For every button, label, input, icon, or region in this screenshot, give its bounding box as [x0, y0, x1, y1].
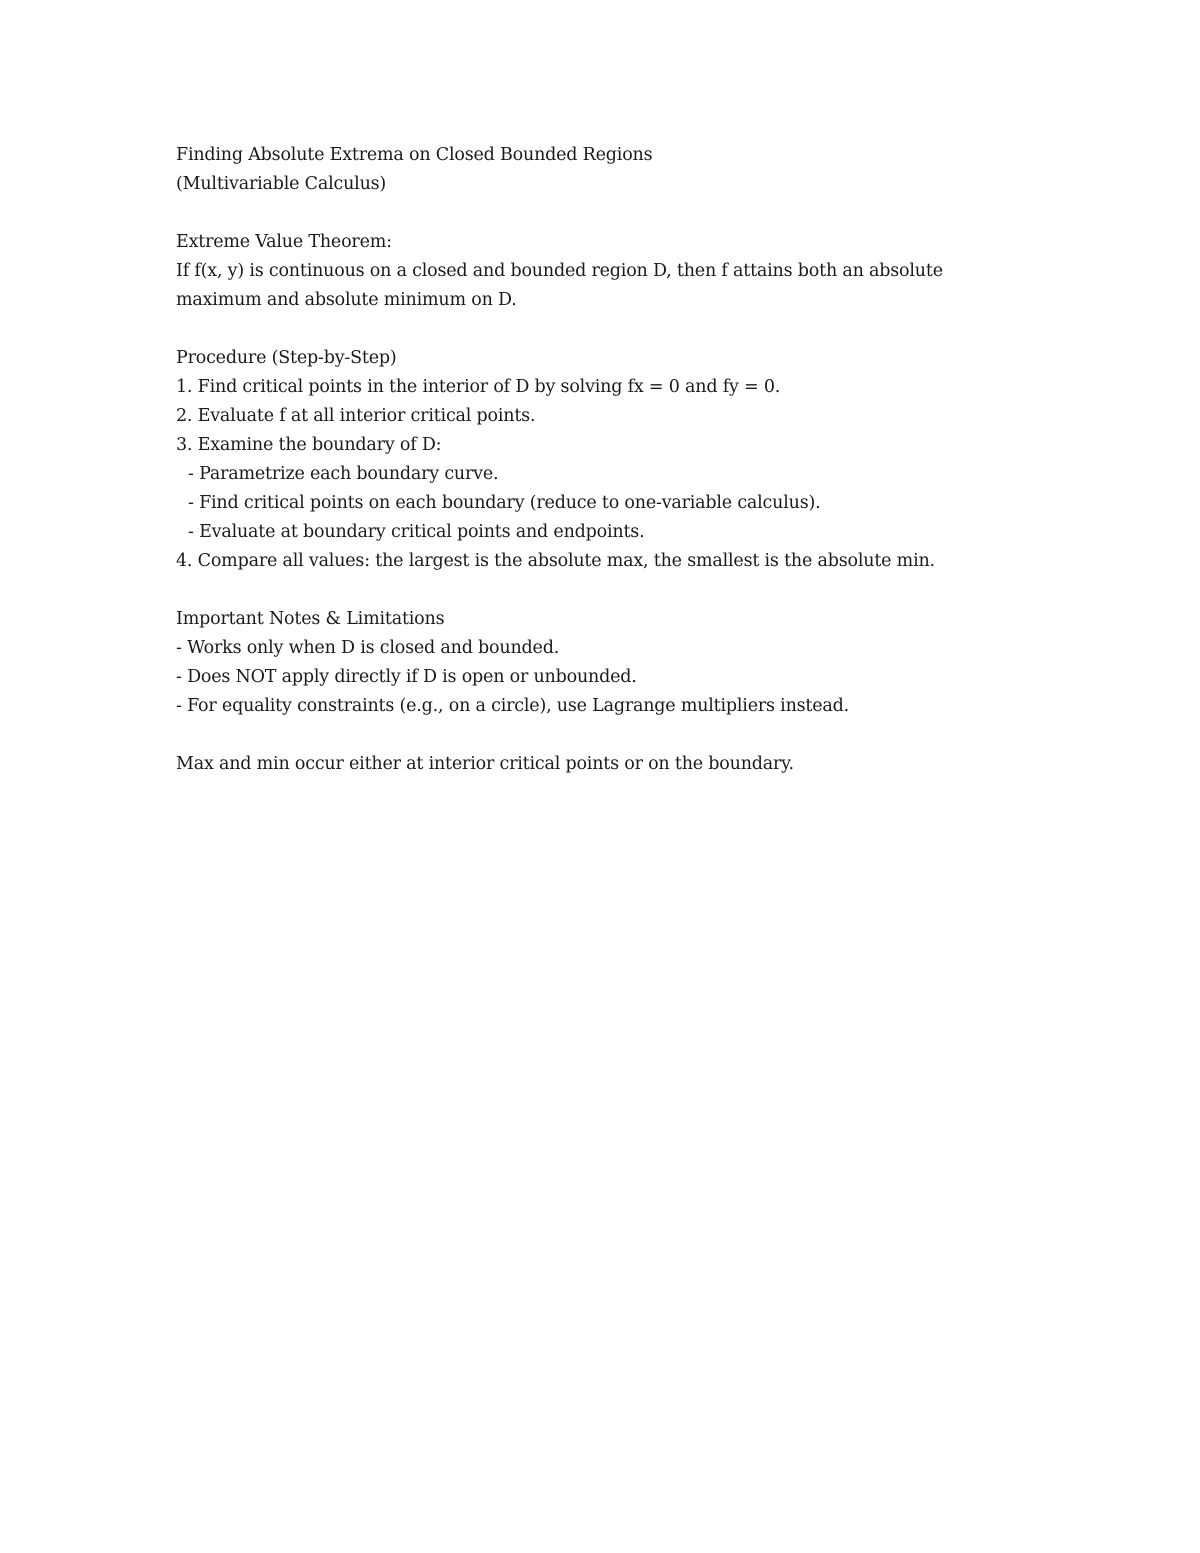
theorem-line-2: maximum and absolute minimum on D.	[176, 290, 517, 310]
spacer	[176, 576, 1076, 605]
procedure-substep-3: - Evaluate at boundary critical points and endpoints.	[188, 522, 645, 542]
document-title: Finding Absolute Extrema on Closed Bounded Regions	[176, 145, 653, 165]
note-2: - Does NOT apply directly if D is open or unbounded.	[176, 667, 637, 687]
procedure-step-4: 4. Compare all values: the largest is the absolute max, the smallest is the absolute min.	[176, 551, 935, 571]
notes-heading: Important Notes & Limitations	[176, 609, 445, 629]
spacer	[176, 721, 1076, 750]
procedure-heading: Procedure (Step-by-Step)	[176, 348, 397, 368]
procedure-step-2: 2. Evaluate f at all interior critical points.	[176, 406, 536, 426]
spacer	[176, 315, 1076, 344]
conclusion: Max and min occur either at interior critical points or on the boundary.	[176, 754, 794, 774]
theorem-heading: Extreme Value Theorem:	[176, 232, 392, 252]
procedure-step-3: 3. Examine the boundary of D:	[176, 435, 442, 455]
document-subtitle: (Multivariable Calculus)	[176, 174, 387, 194]
procedure-substep-2: - Find critical points on each boundary (reduce to one-variable calculus).	[188, 493, 821, 513]
procedure-substep-1: - Parametrize each boundary curve.	[188, 464, 499, 484]
procedure-step-1: 1. Find critical points in the interior of D by solving fx = 0 and fy = 0.	[176, 377, 781, 397]
note-3: - For equality constraints (e.g., on a circle), use Lagrange multipliers instead.	[176, 696, 850, 716]
theorem-line-1: If f(x, y) is continuous on a closed and bounded region D, then f attains both an absolute	[176, 261, 943, 281]
document-body	[176, 141, 1076, 779]
note-1: - Works only when D is closed and bounded.	[176, 638, 560, 658]
spacer	[176, 199, 1076, 228]
